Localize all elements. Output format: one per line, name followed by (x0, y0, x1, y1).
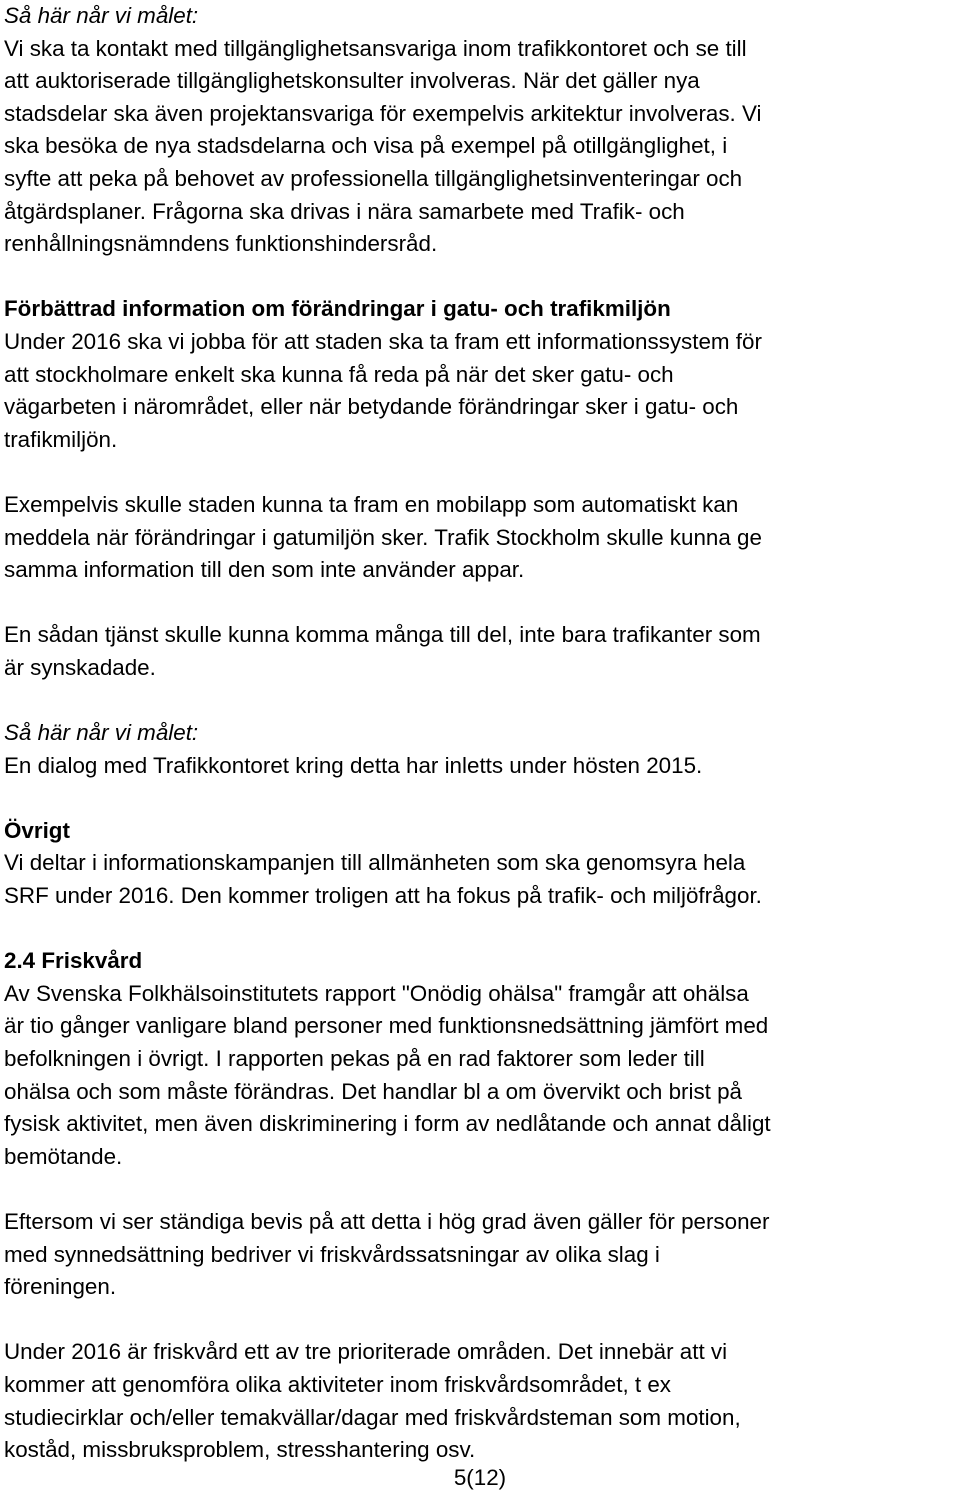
section-heading: Förbättrad information om förändringar i gatu- och trafikmiljön (4, 296, 671, 322)
text-line: bemötande. (4, 1143, 123, 1169)
section-how-we-reach-goal-2 (4, 717, 960, 782)
text-line: att stockholmare enkelt ska kunna få reda på när det sker gatu- och (4, 361, 674, 387)
text-line: åtgärdsplaner. Frågorna ska drivas i nära samarbete med Trafik- och (4, 198, 685, 224)
section-improved-information (4, 293, 960, 456)
text-line: föreningen. (4, 1274, 117, 1300)
text-line: kommer att genomföra olika aktiviteter inom friskvårdsområdet, t ex (4, 1371, 671, 1397)
text-line: befolkningen i övrigt. I rapporten pekas på en rad faktorer som leder till (4, 1046, 705, 1071)
section-wellness (4, 945, 960, 1173)
text-line: ska besöka de nya stadsdelarna och visa på exempel på otillgänglighet, i (4, 133, 728, 159)
text-line: Vi ska ta kontakt med tillgänglighetsansvariga inom trafikkontoret och se till (4, 35, 747, 61)
subheading: Så här når vi målet: (4, 720, 199, 746)
page-number: 5(12) (453, 1465, 507, 1490)
subheading: Så här når vi målet: (4, 3, 199, 28)
text-line: Vi deltar i informationskampanjen till allmänheten som ska genomsyra hela (4, 850, 746, 876)
paragraph-service-benefit (4, 619, 960, 684)
text-line: syfte att peka på behovet av professionella tillgänglighetsinventeringar och (4, 165, 743, 191)
text-line: Under 2016 är friskvård ett av tre prioriterade områden. Det innebär att vi (4, 1339, 728, 1365)
text-line: SRF under 2016. Den kommer troligen att ha fokus på trafik- och miljöfrågor. (4, 883, 762, 909)
text-line: är synskadade. (4, 654, 156, 680)
text-line: Av Svenska Folkhälsoinstitutets rapport "Onödig ohälsa" framgår att ohälsa (4, 980, 749, 1006)
section-other (4, 815, 960, 913)
section-how-we-reach-goal-1 (4, 0, 960, 261)
text-line: Eftersom vi ser ständiga bevis på att detta i hög grad även gäller för personer (4, 1208, 770, 1234)
text-line: studiecirklar och/eller temakvällar/dagar med friskvårdsteman som motion, (4, 1404, 741, 1430)
text-line: En dialog med Trafikkontoret kring detta har inletts under hösten 2015. (4, 752, 703, 778)
text-line: meddela när förändringar i gatumiljön sker. Trafik Stockholm skulle kunna ge (4, 524, 762, 550)
paragraph-wellness-efforts (4, 1206, 960, 1304)
text-line: trafikmiljön. (4, 426, 118, 452)
text-line: fysisk aktivitet, men även diskriminering i form av nedlåtande och annat dåligt (4, 1111, 771, 1137)
text-line: vägarbeten i närområdet, eller när betydande förändringar sker i gatu- och (4, 394, 739, 420)
text-line: renhållningsnämndens funktionshindersråd. (4, 231, 438, 257)
section-heading: 2.4 Friskvård (4, 948, 143, 974)
paragraph-priority-areas (4, 1336, 960, 1466)
text-line: stadsdelar ska även projektansvariga för exempelvis arkitektur involveras. Vi (4, 100, 762, 126)
text-line: att auktoriserade tillgänglighetskonsulter involveras. När det gäller nya (4, 68, 700, 94)
text-line: är tio gånger vanligare bland personer med funktionsnedsättning jämfört med (4, 1013, 769, 1039)
text-line: Exempelvis skulle staden kunna ta fram en mobilapp som automatiskt kan (4, 491, 739, 517)
text-line: samma information till den som inte använder appar. (4, 557, 525, 583)
section-heading: Övrigt (4, 817, 70, 843)
text-line: En sådan tjänst skulle kunna komma många till del, inte bara trafikanter som (4, 622, 761, 648)
text-line: ohälsa och som måste förändras. Det handlar bl a om övervikt och brist på (4, 1078, 743, 1104)
text-line: koståd, missbruksproblem, stresshantering osv. (4, 1437, 476, 1463)
document-page (4, 0, 960, 1467)
paragraph-mobile-app (4, 489, 960, 587)
text-line: Under 2016 ska vi jobba för att staden ska ta fram ett informationssystem för (4, 328, 762, 354)
text-line: med synnedsättning bedriver vi friskvårdssatsningar av olika slag i (4, 1241, 660, 1267)
